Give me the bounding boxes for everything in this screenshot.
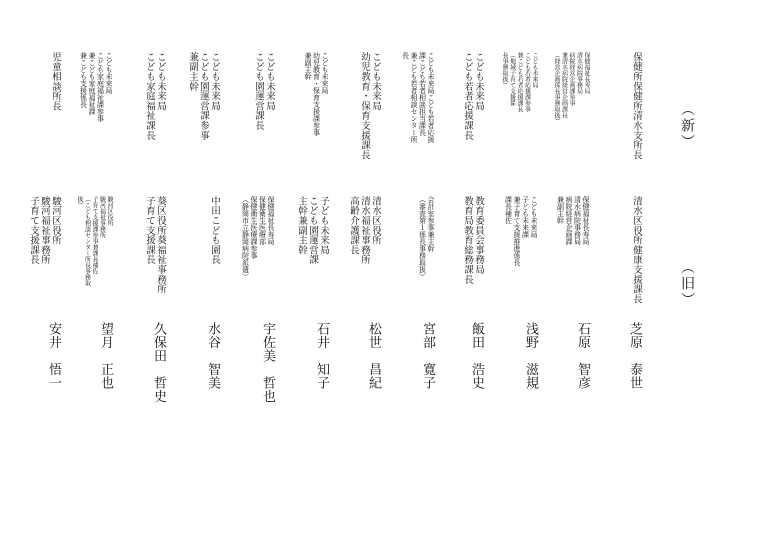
old-position-line: 中田こども園長 [209, 196, 220, 265]
new-position-line: こども未来局 [473, 52, 484, 111]
new-position-line: こども未来局 [321, 52, 329, 94]
new-position-line: 清水病院事務局 [575, 52, 583, 94]
old-position-line: 子育て支援課長 [28, 196, 39, 265]
old-position-line: 駿河福祉事務所 [39, 196, 50, 265]
person-name: 石原 智彦 [575, 322, 590, 390]
person-name: 浅野 滋規 [523, 322, 538, 390]
old-position-line: 高齢介護課長 [348, 196, 359, 255]
new-position-line: 兼こども若者応援課長 [516, 52, 523, 112]
old-position-line: 主幹兼副主幹 [296, 196, 307, 255]
person-name: 宮部 寛子 [420, 322, 435, 390]
new-position-7 [304, 52, 329, 136]
old-position-line: 会計室参事兼主幹 [427, 196, 435, 252]
old-position-line: 駿河区役所 [106, 196, 113, 226]
new-position-line: 兼副主幹 [304, 52, 312, 80]
old-position-1 [631, 196, 641, 304]
old-position-line: 保健衛生医療課参事 [250, 196, 258, 259]
new-position-header: （新） [679, 102, 695, 150]
old-position-line: 兼子育て支援推進係長 [513, 196, 521, 266]
new-position-line: 長事務取扱） [501, 52, 508, 88]
new-position-line: こども園運営課参事 [198, 52, 209, 141]
new-position-2 [553, 52, 590, 124]
new-position-line: こども未来局 [370, 52, 381, 111]
old-position-10 [144, 196, 165, 294]
new-position-6 [359, 52, 380, 160]
old-position-line: 扱） [76, 196, 83, 208]
new-position-line: 病院経営企画課参事 [568, 52, 575, 106]
old-position-line: 駿河区役所 [50, 196, 61, 245]
old-position-line: 兼副主幹 [556, 196, 565, 224]
old-position-line: （こども相談センター所長事務取 [83, 196, 91, 286]
person-name: 松世 昌紀 [366, 322, 381, 390]
person-name: 芝原 泰世 [627, 322, 642, 390]
old-position-line: 子ども未来局 [318, 196, 329, 255]
old-position-5 [418, 196, 434, 280]
new-position-3 [501, 52, 538, 112]
old-position-7 [296, 196, 328, 265]
new-position-line: 保健福祉長寿局 [583, 52, 590, 94]
new-position-line: こども未来局 [105, 52, 113, 94]
old-position-4 [462, 196, 483, 284]
old-position-line: 課長補佐 [504, 196, 513, 224]
old-position-line: 清水病院事務局 [573, 196, 582, 245]
new-position-10 [144, 52, 165, 140]
person-name: 望月 正也 [98, 322, 113, 390]
old-position-6 [348, 196, 380, 265]
old-position-line: 病院経営企画課 [565, 196, 573, 245]
old-position-line: 教育局教育総務課長 [462, 196, 473, 285]
old-position-line: 駿河福祉事務所 [98, 196, 106, 238]
old-position-12 [28, 196, 60, 265]
old-position-line: 保健福祉長寿局 [582, 196, 590, 245]
new-position-line: こども若者応援課長 [462, 52, 473, 141]
new-position-line: 兼こども支援係長 [79, 52, 88, 108]
old-position-line: 保健福祉長寿局 [267, 196, 275, 245]
old-position-3 [504, 196, 537, 266]
new-position-line: こども未来局 [209, 52, 220, 111]
new-position-line: 幼児教育・保育支援課参事 [312, 52, 321, 136]
old-position-11 [76, 196, 113, 286]
old-position-line: 清水区役所 [370, 196, 381, 245]
new-position-line: こども園運営課長 [253, 52, 264, 131]
new-position-line: こども未来局 [264, 52, 275, 111]
new-position-line: （経営企画係長事務取扱） [553, 52, 560, 124]
person-name: 久保田 哲史 [151, 322, 166, 403]
old-position-line: 子育て支援課参事兼課長補佐 [91, 196, 98, 274]
new-position-8 [253, 52, 274, 130]
old-position-line: （静岡市立静岡病院派遣） [241, 196, 250, 280]
old-position-line: 保健衛生医療部 [258, 196, 267, 245]
old-position-line: 葵区役所葵福祉事務所 [155, 196, 166, 294]
old-position-9 [209, 196, 219, 265]
new-position-line: 保健所保健所清水支所長 [631, 52, 642, 160]
new-position-line: 兼清水病院経営企画課長 [560, 52, 568, 118]
person-name: 水谷 智美 [205, 322, 220, 390]
new-position-11 [79, 52, 112, 122]
new-position-line: こども若者応援課参事 [523, 52, 531, 112]
new-position-line: 長 [401, 52, 410, 59]
new-position-line: 兼こども若者相談センター所 [410, 52, 418, 143]
new-position-line: こども未来局こども若者応援 [427, 52, 435, 143]
old-position-line: 子ども未来課 [521, 196, 530, 238]
new-position-line: 兼こども家庭福祉課 [88, 52, 96, 115]
new-position-12 [50, 52, 60, 111]
new-position-line: こども未来局 [155, 52, 166, 111]
person-name: 宇佐美 哲也 [260, 322, 275, 403]
old-position-8 [241, 196, 274, 280]
old-position-line: （審査第１係長事務取扱） [418, 196, 427, 280]
old-position-line: こども未来局 [530, 196, 538, 238]
person-name: 安井 悟一 [46, 322, 61, 390]
new-position-9 [187, 52, 219, 140]
old-position-2 [556, 196, 589, 245]
new-position-line: 児童相談所長 [50, 52, 61, 111]
new-position-4 [462, 52, 483, 140]
new-position-line: 課こども若者相談担当課長 [418, 52, 427, 136]
new-position-line: （地域子育て支援係 [508, 52, 516, 106]
new-position-line: こども家庭福祉課参事 [96, 52, 105, 122]
old-position-line: 子育て支援課長 [144, 196, 155, 265]
person-name: 飯田 浩史 [469, 322, 484, 390]
new-position-line: こども家庭福祉課長 [144, 52, 155, 141]
old-position-line: 教育委員会事務局 [473, 196, 484, 275]
new-position-line: 兼副主幹 [187, 52, 198, 92]
old-position-line: こども園運営課 [307, 196, 318, 265]
new-position-1 [631, 52, 641, 160]
old-position-header: （旧） [679, 260, 695, 308]
old-position-line: 清水区役所健康支援課長 [631, 196, 642, 304]
old-position-line: 清水福祉事務所 [359, 196, 370, 265]
new-position-5 [401, 52, 434, 143]
person-name: 石井 知子 [314, 322, 329, 390]
new-position-line: こども未来局 [531, 52, 538, 88]
new-position-line: 幼児教育・保育支援課長 [359, 52, 370, 160]
